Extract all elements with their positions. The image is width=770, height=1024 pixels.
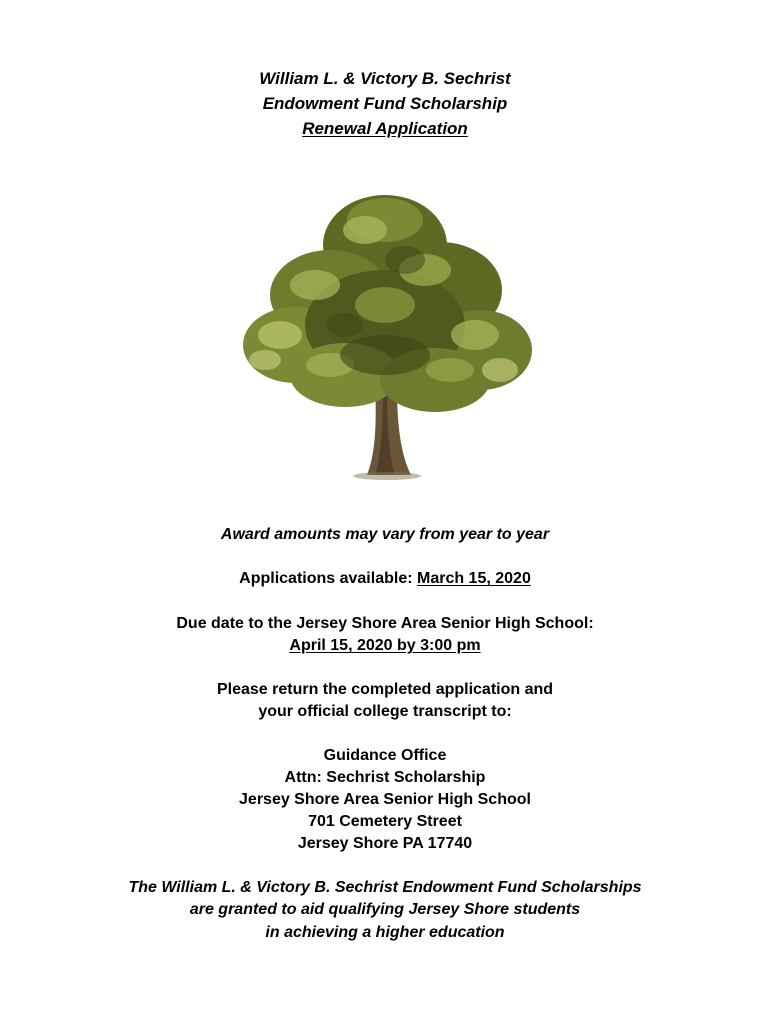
footer-line-2: are granted to aid qualifying Jersey Shore students — [189, 901, 581, 918]
title-line-2: Endowment Fund Scholarship — [262, 94, 508, 113]
applications-label: Applications available: — [239, 570, 417, 587]
address-line-4: 701 Cemetery Street — [308, 813, 462, 830]
address-line-1: Guidance Office — [323, 747, 447, 764]
title-line-1: William L. & Victory B. Sechrist — [259, 69, 511, 88]
applications-available-line — [0, 568, 770, 590]
due-date-label: Due date to the Jersey Shore Area Senior High School: — [176, 615, 594, 632]
address-line-5: Jersey Shore PA 17740 — [297, 835, 473, 852]
renewal-application-title: Renewal Application — [302, 119, 468, 138]
return-instructions-2: your official college transcript to: — [258, 703, 512, 720]
address-line-2: Attn: Sechrist Scholarship — [284, 769, 486, 786]
due-date-value: April 15, 2020 by 3:00 pm — [289, 637, 481, 654]
address-line-3: Jersey Shore Area Senior High School — [239, 791, 531, 808]
applications-date: March 15, 2020 — [416, 570, 531, 587]
footer-line-3: in achieving a higher education — [265, 924, 505, 941]
return-instructions-1: Please return the completed application and — [216, 681, 554, 698]
footer-line-1: The William L. & Victory B. Sechrist Endowment Fund Scholarships — [128, 879, 642, 896]
award-note: Award amounts may vary from year to year — [220, 526, 550, 543]
title-line-3 — [0, 118, 770, 140]
oak-tree-icon — [235, 185, 535, 485]
due-date-line — [0, 635, 770, 657]
